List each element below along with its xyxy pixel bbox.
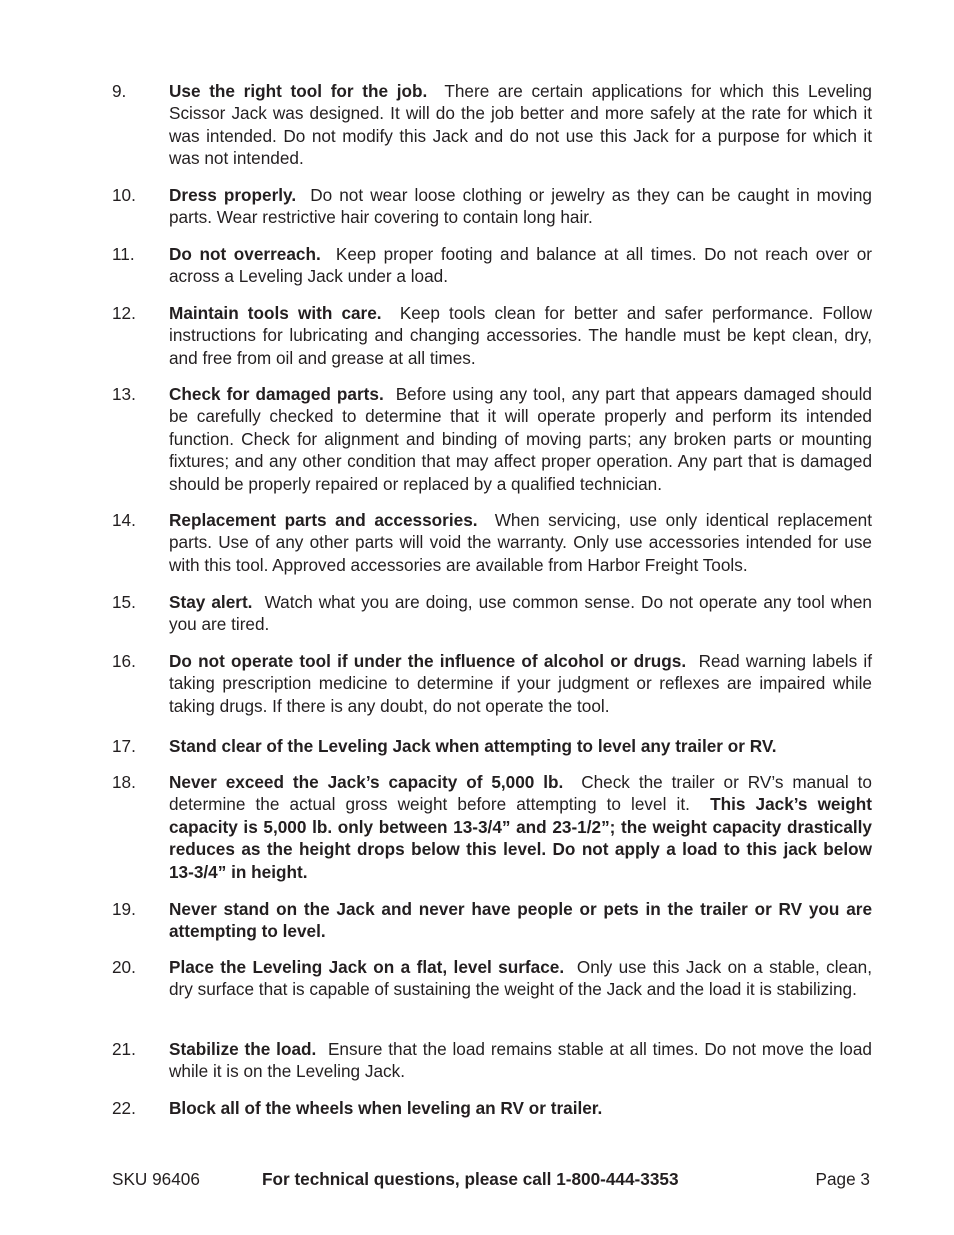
item-text: Check the trailer or RV’s manual to determine the actual gross weight before attempting to level it. [169,772,872,815]
item-12 [112,302,872,369]
item-14 [112,509,872,576]
item-heading: Never stand on the Jack and never have people or pets in the trailer or RV you are attempting to level. [169,899,872,942]
item-text: Keep tools clean for better and safer performance. Follow instructions for lubricating and changing accessories. The handle must be kept clean, dry, and free from oil and grease at all times. [169,303,872,368]
item-text: Before using any tool, any part that appears damaged should be carefully checked to determine that it will operate properly and perform its intended function. Check for alignment and binding of moving parts; any broken parts or mounting fixtures; and any other condition that may affect proper operation. Any part that is damaged should be properly repaired or replaced by a qualified technician. [169,384,872,494]
item-text: Only use this Jack on a stable, clean, dry surface that is capable of sustaining the weight of the Jack and the load it is stabilizing. [169,957,872,1000]
item-heading: Stay alert. [169,592,253,612]
item-text: Read warning labels if taking prescription medicine to determine if your judgment or reflexes are impaired while taking drugs. If there is any doubt, do not operate the tool. [169,651,872,716]
item-number: 19. [112,899,136,919]
item-heading: Stand clear of the Leveling Jack when attempting to level any trailer or RV. [169,736,777,756]
item-warning: This Jack’s weight capacity is 5,000 lb. only between 13-3/4” and 23-1/2”; the weight capacity drastically reduces as the height drops below this level. Do not apply a load to this jack below 13-3/4” in height. [169,794,872,882]
item-text: There are certain applications for which this Leveling Scissor Jack was designed. It will do the job better and more safely at the rate for which it was intended. Do not modify this Jack and do not use this Jack for a purpose for which it was not intended. [169,81,872,169]
item-16 [112,650,872,717]
item-number: 14. [112,510,136,530]
item-number: 22. [112,1098,136,1118]
item-number: 21. [112,1039,136,1059]
item-11 [112,243,872,288]
item-number: 15. [112,592,136,612]
item-13 [112,383,872,495]
item-text: Ensure that the load remains stable at all times. Do not move the load while it is on the Leveling Jack. [169,1039,872,1082]
item-20 [112,956,872,1001]
item-heading: Do not overreach. [169,244,321,264]
item-heading: Replacement parts and accessories. [169,510,478,530]
item-17 [112,735,872,757]
item-heading: Never exceed the Jack’s capacity of 5,000 lb. [169,772,564,792]
footer-page-number: Page 3 [815,1169,870,1189]
item-number: 13. [112,384,136,404]
item-text: Watch what you are doing, use common sense. Do not operate any tool when you are tired. [169,592,872,635]
item-heading: Do not operate tool if under the influence of alcohol or drugs. [169,651,687,671]
item-number: 12. [112,303,136,323]
item-number: 10. [112,185,136,205]
item-heading: Use the right tool for the job. [169,81,428,101]
item-heading: Place the Leveling Jack on a flat, level surface. [169,957,565,977]
item-number: 11. [112,244,135,264]
item-21 [112,1038,872,1083]
item-heading: Check for damaged parts. [169,384,384,404]
item-heading: Block all of the wheels when leveling an RV or trailer. [169,1098,603,1118]
item-number: 18. [112,772,136,792]
item-text: Do not wear loose clothing or jewelry as they can be caught in moving parts. Wear restrictive hair covering to contain long hair. [169,185,872,228]
item-text: Keep proper footing and balance at all times. Do not reach over or across a Leveling Jack under a load. [169,244,872,287]
item-number: 20. [112,957,136,977]
item-9 [112,80,872,170]
footer-sku: SKU 96406 [112,1169,200,1189]
item-number: 17. [112,736,136,756]
footer-tech-support: For technical questions, please call 1-800-444-3353 [262,1169,679,1189]
item-text: When servicing, use only identical replacement parts. Use of any other parts will void the warranty. Only use accessories intended for use with this tool. Approved accessories are available from Harbor Freight Tools. [169,510,872,575]
item-number: 16. [112,651,136,671]
item-10 [112,184,872,229]
item-19 [112,898,872,943]
item-22 [112,1097,872,1119]
item-number: 9. [112,81,127,101]
item-heading: Dress properly. [169,185,297,205]
item-18 [112,771,872,883]
item-15 [112,591,872,636]
item-heading: Stabilize the load. [169,1039,317,1059]
item-heading: Maintain tools with care. [169,303,382,323]
